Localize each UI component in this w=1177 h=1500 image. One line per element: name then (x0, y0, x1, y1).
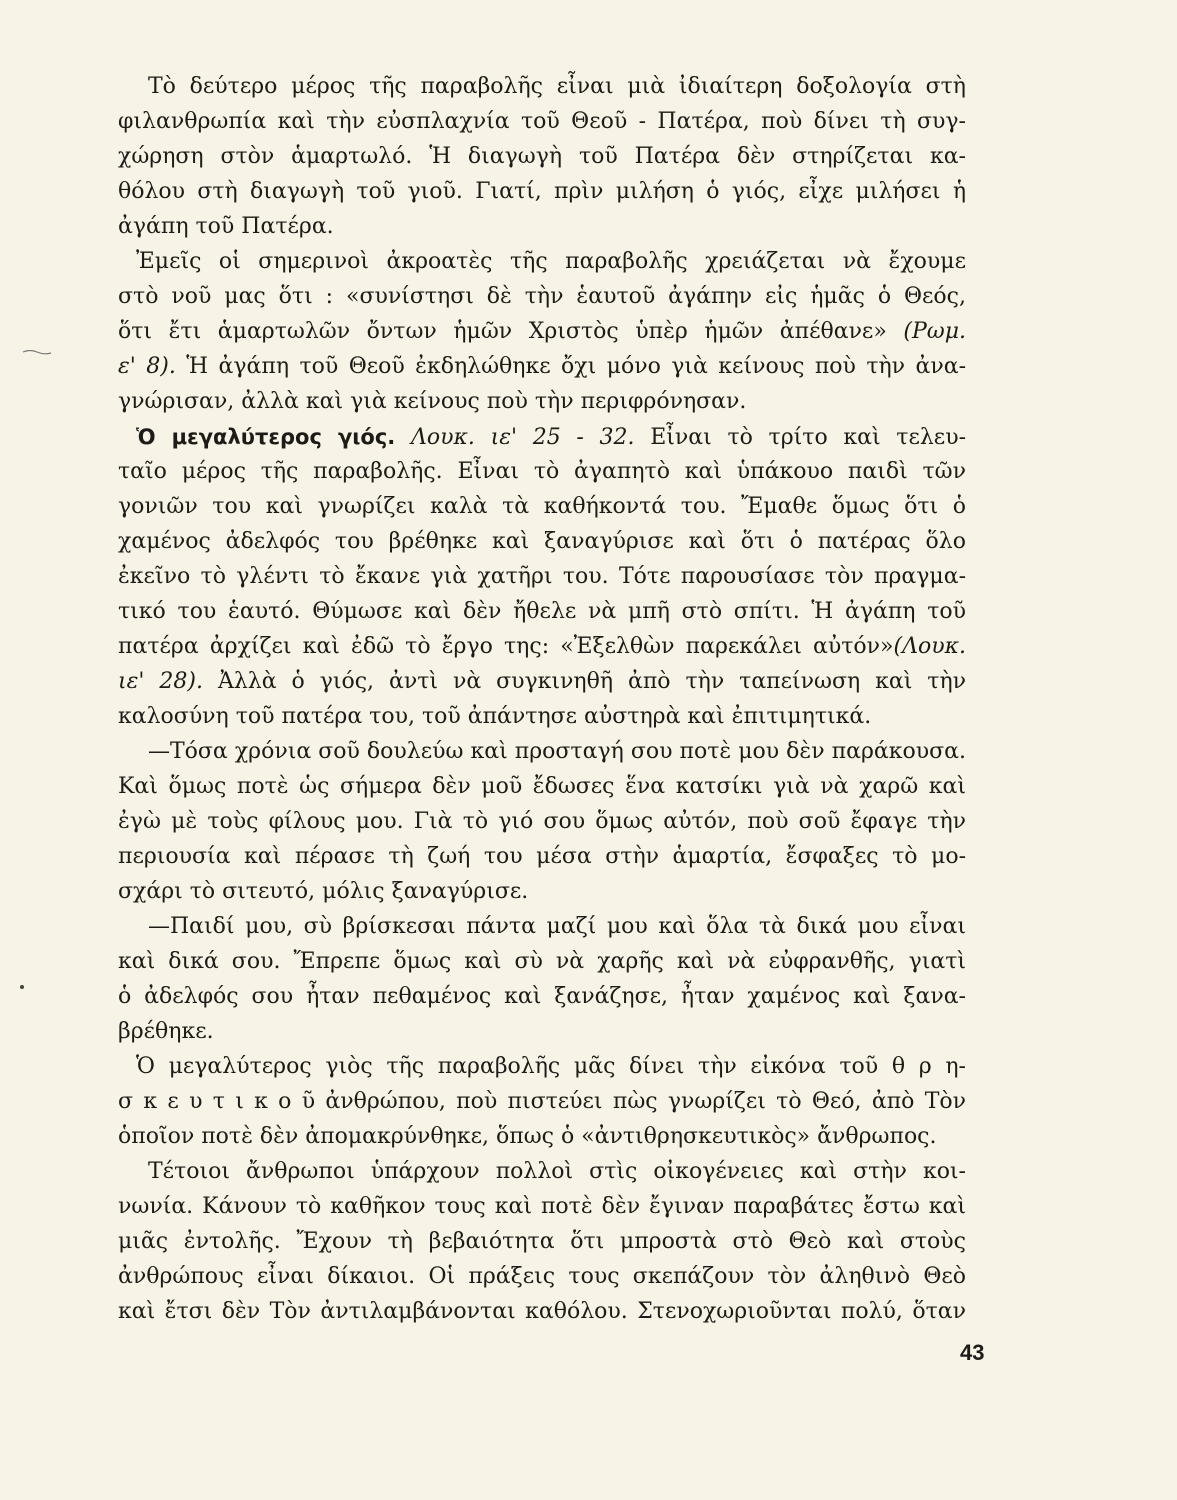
book-page (118, 0, 966, 1500)
text-span: πατέρα ἀρχίζει καὶ ἐδῶ τὸ ἔργο της: «Ἐξελθὼν παρεκάλει αὐτόν» (118, 634, 894, 659)
page-number: 43 (960, 1340, 985, 1365)
text-line: φιλανθρωπία καὶ τὴν εὐσπλαχνία τοῦ Θεοῦ - Πατέρα, ποὺ δίνει τὴ συγ- (118, 109, 966, 134)
text-line (118, 352, 966, 382)
text-line (118, 422, 966, 452)
text-line: τικό του ἑαυτό. Θύμωσε καὶ δὲν ἤθελε νὰ μπῆ στὸ σπίτι. Ἡ ἀγάπη τοῦ (118, 599, 966, 624)
citation: Λουκ. ιε' 25 - 32. (410, 425, 635, 450)
text-line: χαμένος ἀδελφός του βρέθηκε καὶ ξαναγύρισε καὶ ὅτι ὁ πατέρας ὅλο (118, 529, 966, 554)
text-line: περιουσία καὶ πέρασε τὴ ζωή του μέσα στὴν ἁμαρτία, ἔσφαξες τὸ μο- (118, 844, 966, 869)
text-line: ἐκεῖνο τὸ γλέντι τὸ ἔκανε γιὰ χατῆρι του. Τότε παρουσίασε τὸν πραγμα- (118, 564, 966, 589)
text-line: ἀγάπη τοῦ Πατέρα. (118, 214, 334, 239)
text-line (118, 317, 966, 347)
text-line: σ κ ε υ τ ι κ ο ῦ ἀνθρώπου, ποὺ πιστεύει πὼς γνωρίζει τὸ Θεό, ἀπὸ Τὸν (118, 1089, 966, 1114)
text-line: ἐγὼ μὲ τοὺς φίλους μου. Γιὰ τὸ γιό σου ὅμως αὐτόν, ποὺ σοῦ ἔφαγε τὴν (118, 809, 966, 834)
text-line: ὁποῖον ποτὲ δὲν ἀπομακρύνθηκε, ὅπως ὁ «ἀντιθρησκευτικὸς» ἄνθρωπος. (118, 1124, 937, 1149)
text-line: νωνία. Κάνουν τὸ καθῆκον τους καὶ ποτὲ δὲν ἔγιναν παραβάτες ἔστω καὶ (118, 1194, 966, 1219)
text-line: στὸ νοῦ μας ὅτι : «συνίστησι δὲ τὴν ἑαυτοῦ ἀγάπην εἰς ἡμᾶς ὁ Θεός, (118, 284, 966, 309)
citation: ιε' 28). (118, 669, 203, 694)
text-line: Τέτοιοι ἄνθρωποι ὑπάρχουν πολλοὶ στὶς οἰκογένειες καὶ στὴν κοι- (148, 1159, 966, 1184)
text-line: καλοσύνη τοῦ πατέρα του, τοῦ ἀπάντησε αὐστηρὰ καὶ ἐπιτιμητικά. (118, 704, 872, 729)
section-heading: Ὁ μεγαλύτερος γιός. (136, 425, 396, 449)
text-line: καὶ ἔτσι δὲν Τὸν ἀντιλαμβάνονται καθόλου. Στενοχωριοῦνται πολύ, ὅταν (118, 1299, 966, 1324)
text-line: καὶ δικά σου. Ἔπρεπε ὅμως καὶ σὺ νὰ χαρῆς καὶ νὰ εὐφρανθῆς, γιατὶ (118, 949, 966, 974)
text-span: Εἶναι τὸ τρίτο καὶ τελευ- (650, 425, 967, 450)
text-line: θόλου στὴ διαγωγὴ τοῦ γιοῦ. Γιατί, πρὶν μιλήση ὁ γιός, εἶχε μιλήσει ἡ (118, 179, 966, 204)
text-line: Ὁ μεγαλύτερος γιὸς τῆς παραβολῆς μᾶς δίνει τὴν εἰκόνα τοῦ θ ρ η- (136, 1054, 966, 1079)
text-line: ταῖο μέρος τῆς παραβολῆς. Εἶναι τὸ ἀγαπητὸ καὶ ὑπάκουο παιδὶ τῶν (118, 459, 966, 484)
text-line: ἀνθρώπους εἶναι δίκαιοι. Οἱ πράξεις τους σκεπάζουν τὸν ἀληθινὸ Θεὸ (118, 1264, 966, 1289)
text-line: γονιῶν του καὶ γνωρίζει καλὰ τὰ καθήκοντά του. Ἔμαθε ὅμως ὅτι ὁ (118, 494, 966, 519)
text-span: ὅτι ἔτι ἁμαρτωλῶν ὄντων ἡμῶν Χριστὸς ὑπὲρ ἡμῶν ἀπέθανε» (118, 319, 887, 344)
text-line: σχάρι τὸ σιτευτό, μόλις ξαναγύρισε. (118, 879, 529, 904)
citation: ε' 8). (118, 354, 176, 379)
text-line (118, 632, 966, 662)
text-line: χώρηση στὸν ἁμαρτωλό. Ἡ διαγωγὴ τοῦ Πατέρα δὲν στηρίζεται κα- (118, 144, 966, 169)
margin-scribble (22, 348, 52, 356)
text-line: Τὸ δεύτερο μέρος τῆς παραβολῆς εἶναι μιὰ ἰδιαίτερη δοξολογία στὴ (148, 74, 966, 99)
text-line: βρέθηκε. (118, 1019, 214, 1044)
text-span: Ἀλλὰ ὁ γιός, ἀντὶ νὰ συγκινηθῆ ἀπὸ τὴν ταπείνωση καὶ τὴν (217, 669, 967, 694)
dialogue-line: —Τόσα χρόνια σοῦ δουλεύω καὶ προσταγή σου ποτὲ μου δὲν παράκουσα. (148, 739, 966, 764)
text-span: Ἡ ἀγάπη τοῦ Θεοῦ ἐκδηλώθηκε ὄχι μόνο γιὰ κείνους ποὺ τὴν ἀνα- (186, 354, 966, 379)
text-line: γνώρισαν, ἀλλὰ καὶ γιὰ κείνους ποὺ τὴν περιφρόνησαν. (118, 389, 747, 414)
text-line: μιᾶς ἐντολῆς. Ἔχουν τὴ βεβαιότητα ὅτι μπροστὰ στὸ Θεὸ καὶ στοὺς (118, 1229, 966, 1254)
citation: (Λουκ. (893, 634, 966, 659)
margin-dot (20, 985, 24, 989)
text-line: Καὶ ὅμως ποτὲ ὡς σήμερα δὲν μοῦ ἔδωσες ἕνα κατσίκι γιὰ νὰ χαρῶ καὶ (118, 774, 966, 799)
text-line: ὁ ἀδελφός σου ἦταν πεθαμένος καὶ ξανάζησε, ἦταν χαμένος καὶ ξανα- (118, 984, 966, 1009)
text-line: Ἐμεῖς οἱ σημερινοὶ ἀκροατὲς τῆς παραβολῆς χρειάζεται νὰ ἔχουμε (136, 249, 966, 274)
dialogue-line: —Παιδί μου, σὺ βρίσκεσαι πάντα μαζί μου καὶ ὅλα τὰ δικά μου εἶναι (148, 914, 966, 939)
citation: (Ρωμ. (903, 319, 966, 344)
text-line (118, 667, 966, 697)
